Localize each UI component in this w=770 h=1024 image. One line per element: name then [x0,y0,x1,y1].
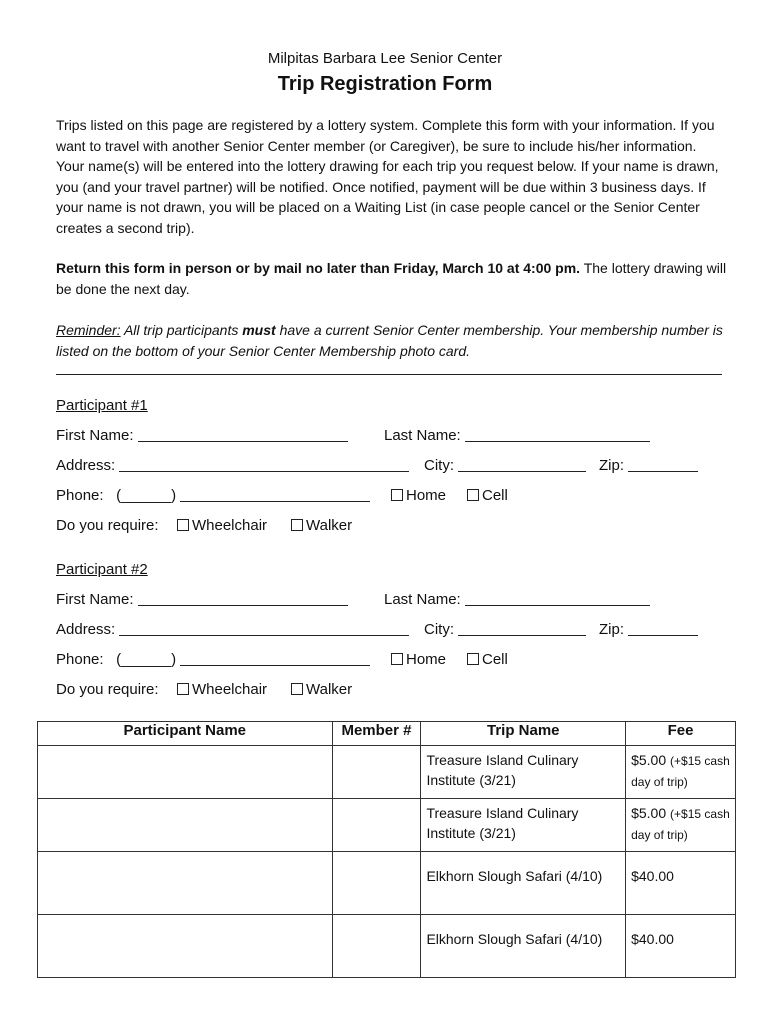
fee-note: (+$15 cash day of trip) [631,754,730,789]
last-name-label: Last Name: [384,427,461,444]
participant-2-address-field[interactable] [56,621,409,638]
participant-1-heading: Participant #1 [56,397,148,414]
last-name-label: Last Name: [384,591,461,608]
last-name-line[interactable] [465,592,650,606]
address-label: Address: [56,457,116,474]
header-participant-name: Participant Name [38,722,333,746]
reminder-pre: All trip participants [120,322,243,338]
cell-label: Cell [482,487,508,504]
participant-2-cell-option[interactable] [467,651,508,668]
trip-name-cell: Treasure Island Culinary Institute (3/21) [421,746,626,799]
member-number-cell[interactable] [332,799,421,852]
trip-name-cell: Treasure Island Culinary Institute (3/21) [421,799,626,852]
participant-1-last-name-field[interactable] [384,427,650,444]
trip-name-cell: Elkhorn Slough Safari (4/10) [421,915,626,978]
wheelchair-checkbox[interactable] [177,683,189,695]
participant-2-home-option[interactable] [391,651,446,668]
fee-amount: $40.00 [631,931,674,947]
table-row [38,852,736,915]
phone-line[interactable] [180,488,370,502]
member-number-cell[interactable] [332,746,421,799]
address-line[interactable] [119,458,409,472]
table-row [38,799,736,852]
walker-checkbox[interactable] [291,519,303,531]
participant-2-wheelchair-option[interactable] [177,681,267,698]
fee-amount: $5.00 [631,805,667,821]
home-label: Home [406,487,447,504]
cell-checkbox[interactable] [467,489,479,501]
home-label: Home [406,651,447,668]
participant-2-city-field[interactable] [424,621,586,638]
first-name-label: First Name: [56,591,134,608]
walker-label: Walker [306,681,353,698]
header-trip-name: Trip Name [421,722,626,746]
participant-1-first-name-field[interactable] [56,427,348,444]
form-title: Trip Registration Form [277,73,493,95]
section-divider [56,374,722,375]
participant-1-home-option[interactable] [391,487,446,504]
fee-cell [626,746,736,799]
participant-name-cell[interactable] [38,746,333,799]
cell-label: Cell [482,651,508,668]
reminder-note [56,320,728,361]
participant-1-zip-field[interactable] [599,457,698,474]
table-header-row [38,722,736,746]
participant-name-cell[interactable] [38,915,333,978]
home-checkbox[interactable] [391,653,403,665]
city-label: City: [424,457,454,474]
wheelchair-label: Wheelchair [192,517,268,534]
fee-cell [626,852,736,915]
participant-2-last-name-field[interactable] [384,591,650,608]
participant-1-phone-field[interactable] [56,487,370,504]
return-note [56,258,728,299]
participant-1-city-field[interactable] [424,457,586,474]
header-fee: Fee [626,722,736,746]
participant-2-first-name-field[interactable] [56,591,348,608]
phone-line[interactable] [180,652,370,666]
area-code[interactable]: (______) [116,651,177,668]
fee-cell [626,915,736,978]
address-line[interactable] [119,622,409,636]
return-deadline: Return this form in person or by mail no later than Friday, March 10 at 4:00 pm. [56,260,581,276]
wheelchair-checkbox[interactable] [177,519,189,531]
member-number-cell[interactable] [332,915,421,978]
return-note-rest: The lottery drawing will be done the next day. [56,260,727,297]
trip-selection-table [37,721,736,978]
participant-name-cell[interactable] [38,799,333,852]
zip-line[interactable] [628,458,698,472]
last-name-line[interactable] [465,428,650,442]
organization-name: Milpitas Barbara Lee Senior Center [267,50,503,67]
participant-2-phone-field[interactable] [56,651,370,668]
participant-name-cell[interactable] [38,852,333,915]
member-number-cell[interactable] [332,852,421,915]
city-label: City: [424,621,454,638]
fee-amount: $40.00 [631,868,674,884]
zip-label: Zip: [599,457,625,474]
header-member-number: Member # [332,722,421,746]
participant-1-address-field[interactable] [56,457,409,474]
home-checkbox[interactable] [391,489,403,501]
table-row [38,746,736,799]
cell-checkbox[interactable] [467,653,479,665]
participant-2-walker-option[interactable] [291,681,352,698]
participant-1-cell-option[interactable] [467,487,508,504]
walker-label: Walker [306,517,353,534]
fee-note: (+$15 cash day of trip) [631,807,730,842]
zip-label: Zip: [599,621,625,638]
participant-2-zip-field[interactable] [599,621,698,638]
area-code[interactable]: (______) [116,487,177,504]
reminder-post: have a current Senior Center membership. Your membership number is listed on the bottom of your Senior Center Membership photo card. [56,322,723,359]
first-name-line[interactable] [138,592,348,606]
intro-paragraph: Trips listed on this page are registered by a lottery system. Complete this form with your information. If you want to travel with another Senior Center member (or Caregiver), be sure to include his/her information. Your name(s) will be entered into the lottery drawing for each trip you request below. If your name is drawn, you (and your travel partner) will be notified. Once notified, payment will be due within 3 business days. If your name is not drawn, you will be placed on a Waiting List (in case people cancel or the Senior Center creates a second trip). [56,117,719,236]
city-line[interactable] [458,622,586,636]
address-label: Address: [56,621,116,638]
reminder-must: must [242,322,276,338]
participant-2-require-label: Do you require: [56,681,159,698]
trip-name-cell: Elkhorn Slough Safari (4/10) [421,852,626,915]
city-line[interactable] [458,458,586,472]
participant-1-require-label: Do you require: [56,517,159,534]
fee-cell [626,799,736,852]
phone-label: Phone: [56,651,104,668]
zip-line[interactable] [628,622,698,636]
wheelchair-label: Wheelchair [192,681,268,698]
first-name-label: First Name: [56,427,134,444]
phone-label: Phone: [56,487,104,504]
participant-2-heading: Participant #2 [56,561,148,578]
participant-1-wheelchair-option[interactable] [177,517,267,534]
participant-1-walker-option[interactable] [291,517,352,534]
reminder-label: Reminder: [56,322,121,338]
fee-amount: $5.00 [631,752,667,768]
table-row [38,915,736,978]
first-name-line[interactable] [138,428,348,442]
walker-checkbox[interactable] [291,683,303,695]
